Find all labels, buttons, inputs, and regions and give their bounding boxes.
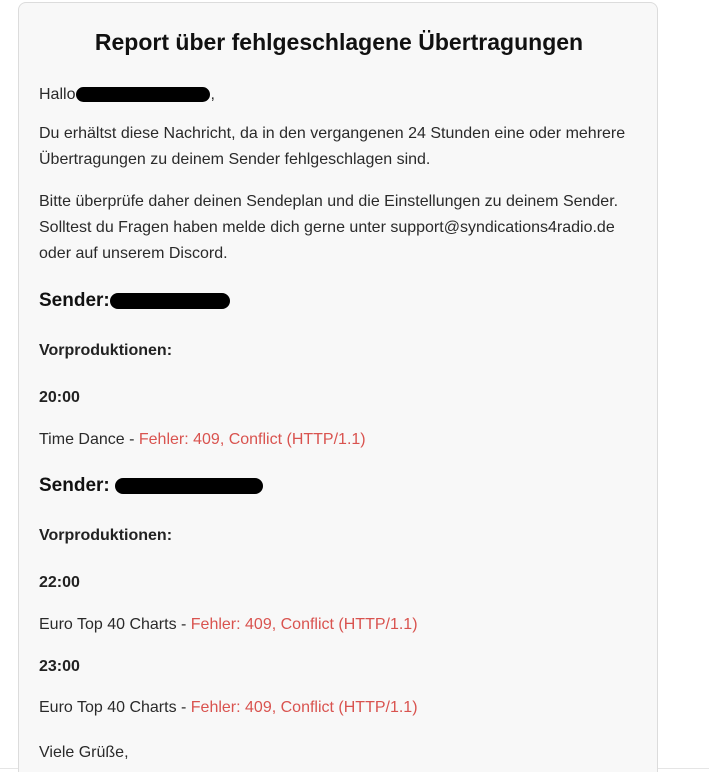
entry-line bbox=[39, 699, 418, 717]
entry-time: 23:00 bbox=[39, 658, 80, 675]
show-name: Euro Top 40 Charts - bbox=[39, 699, 191, 716]
instructions-paragraph: Bitte überprüfe daher deinen Sendeplan und die Einstellungen zu deinem Sender. Solltest du Fragen haben melde dich gerne unter support@syndications4radio.de oder auf unserem Discord. bbox=[39, 193, 619, 262]
sender-heading-2 bbox=[39, 475, 263, 497]
entry-line bbox=[39, 616, 418, 634]
entry-time: 20:00 bbox=[39, 389, 80, 406]
greeting-prefix: Hallo bbox=[39, 86, 76, 103]
report-title: Report über fehlgeschlagene Übertragungen bbox=[94, 29, 584, 55]
sender-label: Sender: bbox=[39, 475, 116, 496]
redacted-sender-name bbox=[115, 478, 263, 494]
entry-line bbox=[39, 431, 366, 449]
closing: Viele Grüße, bbox=[39, 744, 129, 761]
redacted-name bbox=[76, 87, 210, 102]
preproductions-label: Vorproduktionen: bbox=[39, 342, 173, 359]
redacted-sender-name bbox=[110, 293, 230, 309]
greeting-suffix: , bbox=[210, 86, 215, 103]
error-message: Fehler: 409, Conflict (HTTP/1.1) bbox=[190, 616, 418, 633]
sender-heading-1 bbox=[39, 290, 230, 312]
entry-time: 22:00 bbox=[39, 574, 80, 591]
email-card bbox=[18, 2, 658, 772]
preproductions-label: Vorproduktionen: bbox=[39, 527, 173, 544]
error-message: Fehler: 409, Conflict (HTTP/1.1) bbox=[190, 699, 418, 716]
error-message: Fehler: 409, Conflict (HTTP/1.1) bbox=[138, 431, 366, 448]
show-name: Time Dance - bbox=[39, 431, 139, 448]
intro-paragraph: Du erhältst diese Nachricht, da in den vergangenen 24 Stunden eine oder mehrere Übertragungen zu deinem Sender fehlgeschlagen sind. bbox=[39, 125, 626, 168]
greeting bbox=[39, 86, 215, 104]
show-name: Euro Top 40 Charts - bbox=[39, 616, 191, 633]
sender-label: Sender: bbox=[39, 290, 110, 311]
